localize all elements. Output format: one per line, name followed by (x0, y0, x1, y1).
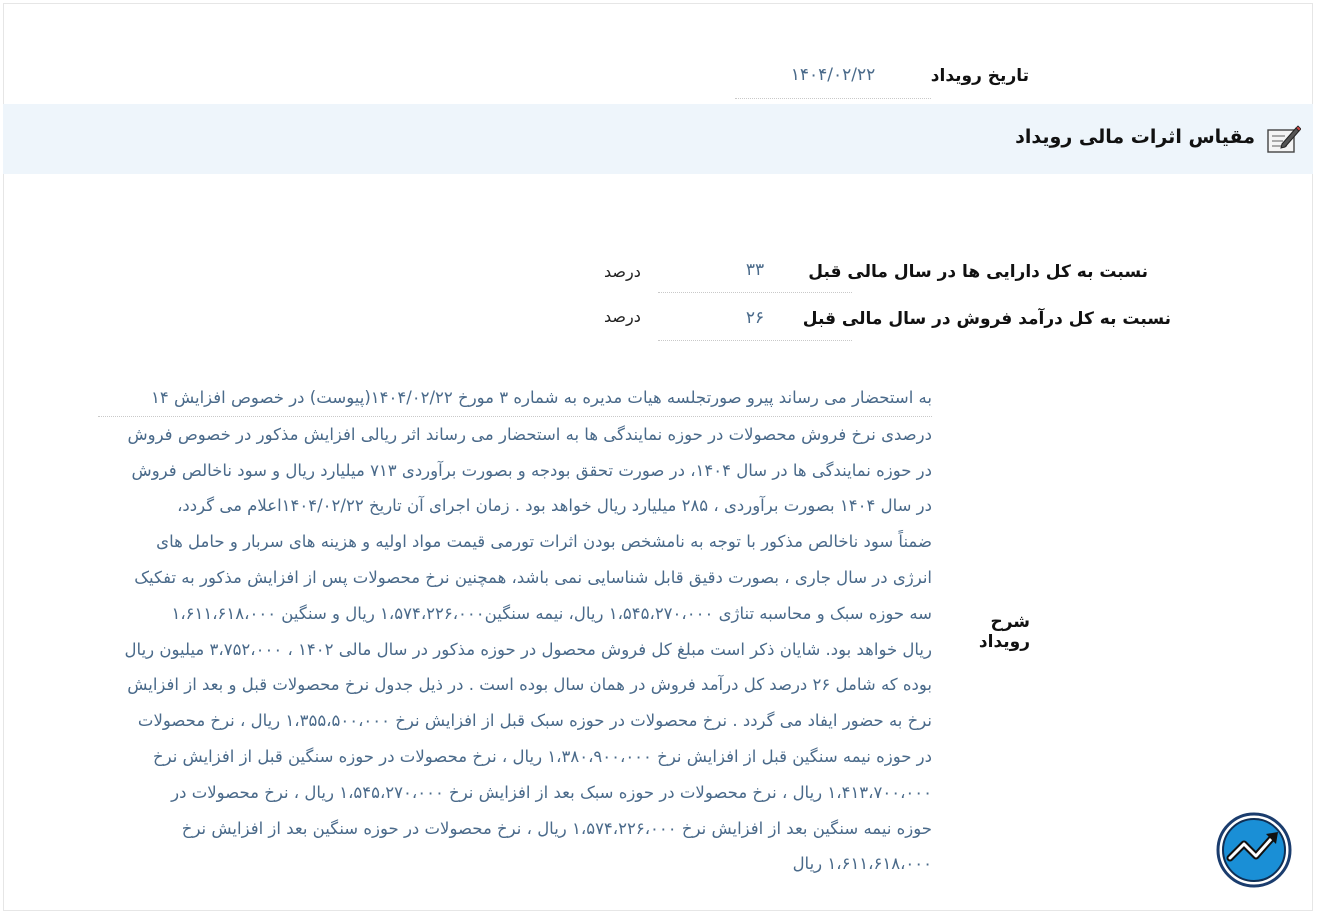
edit-note-icon (1265, 122, 1301, 156)
description-line: سه حوزه سبک و محاسبه تناژی ۱،۵۴۵،۲۷۰،۰۰۰ ریال، نیمه سنگین۱،۵۷۴،۲۲۶،۰۰۰ ریال و سنگین ۱،۶۱۱،۶۱۸،۰۰۰ (171, 603, 932, 623)
ratio-unit: درصد (604, 307, 641, 326)
description-line: ۱،۶۱۱،۶۱۸،۰۰۰ ریال (792, 854, 932, 874)
section-header (3, 104, 1313, 174)
ratio-row-sales (600, 302, 1175, 344)
description-label: شرح رویداد (978, 612, 1030, 652)
ratio-unit: درصد (604, 262, 641, 281)
description-line: بوده که شامل ۲۶ درصد کل درآمد فروش در همان سال بوده است . در ذیل جدول نرخ محصولات قبل و بعد از افزایش (127, 675, 932, 695)
description-line: ریال خواهد بود. شایان ذکر است مبلغ کل فروش محصول در حوزه مذکور در سال مالی ۱۴۰۲ ، ۳،۷۵۲،۰۰۰ میلیون ریال (124, 639, 932, 659)
event-date-row (735, 58, 1035, 100)
description-line: حوزه نیمه سنگین بعد از افزایش نرخ ۱،۵۷۴،۲۲۶،۰۰۰ ریال ، نرخ محصولات در حوزه سنگین بعد از افزایش نرخ (181, 818, 932, 838)
description-line: نرخ به حضور ایفاد می گردد . نرخ محصولات در حوزه سبک قبل از افزایش نرخ ۱،۳۵۵،۵۰۰،۰۰۰ ریال ، نرخ محصولات (137, 711, 932, 731)
description-line: درصدی نرخ فروش محصولات در حوزه نمایندگی ها به استحضار می رساند اثر ریالی افزایش مذکور در خصوص فروش (127, 424, 932, 444)
description-line: انرژی در سال جاری ، بصورت دقیق قابل شناسایی نمی باشد، همچنین نرخ محصولات پس از افزایش مذکور به تفکیک (134, 567, 932, 587)
description-line: ضمناً سود ناخالص مذکور با توجه به نامشخص بودن اثرات تورمی قیمت مواد اولیه و هزینه های سربار و حامل های (156, 532, 932, 552)
description-line: در حوزه نمایندگی ها در سال ۱۴۰۴، در صورت تحقق بودجه و بصورت برآوردی ۷۱۳ میلیارد ریال و سود ناخالص فروش (131, 460, 932, 480)
description-line: در حوزه نیمه سنگین قبل از افزایش نرخ ۱،۳۸۰،۹۰۰،۰۰۰ ریال ، نرخ محصولات در حوزه سنگین قبل از افزایش نرخ (152, 746, 932, 766)
trend-chart-logo-icon[interactable] (1216, 812, 1292, 888)
ratio-row-assets (600, 254, 1160, 296)
ratio-label: نسبت به کل دارایی ها در سال مالی قبل (808, 262, 1148, 282)
section-title: مقیاس اثرات مالی رویداد (1015, 126, 1255, 148)
ratio-value: ۳۳ (658, 254, 852, 293)
event-date-label: تاریخ رویداد (930, 66, 1029, 86)
description-text (98, 380, 932, 872)
description-line: در سال ۱۴۰۴ بصورت برآوردی ، ۲۸۵ میلیارد ریال خواهد بود . زمان اجرای آن تاریخ ۱۴۰۴/۰۲/۲۲اعلام می گردد، (177, 496, 932, 516)
description-line: ۱،۴۱۳،۷۰۰،۰۰۰ ریال ، نرخ محصولات در حوزه سبک بعد از افزایش نرخ ۱،۵۴۵،۲۷۰،۰۰۰ ریال ، نرخ محصولات در (171, 782, 932, 802)
ratio-value: ۲۶ (658, 302, 852, 341)
description-line: به استحضار می رساند پیرو صورتجلسه هیات مدیره به شماره ۳ مورخ ۱۴۰۴/۰۲/۲۲(پیوست) در خصوص افزایش ۱۴ (98, 380, 932, 417)
ratio-label: نسبت به کل درآمد فروش در سال مالی قبل (802, 309, 1171, 329)
event-date-value: ۱۴۰۴/۰۲/۲۲ (735, 58, 931, 99)
